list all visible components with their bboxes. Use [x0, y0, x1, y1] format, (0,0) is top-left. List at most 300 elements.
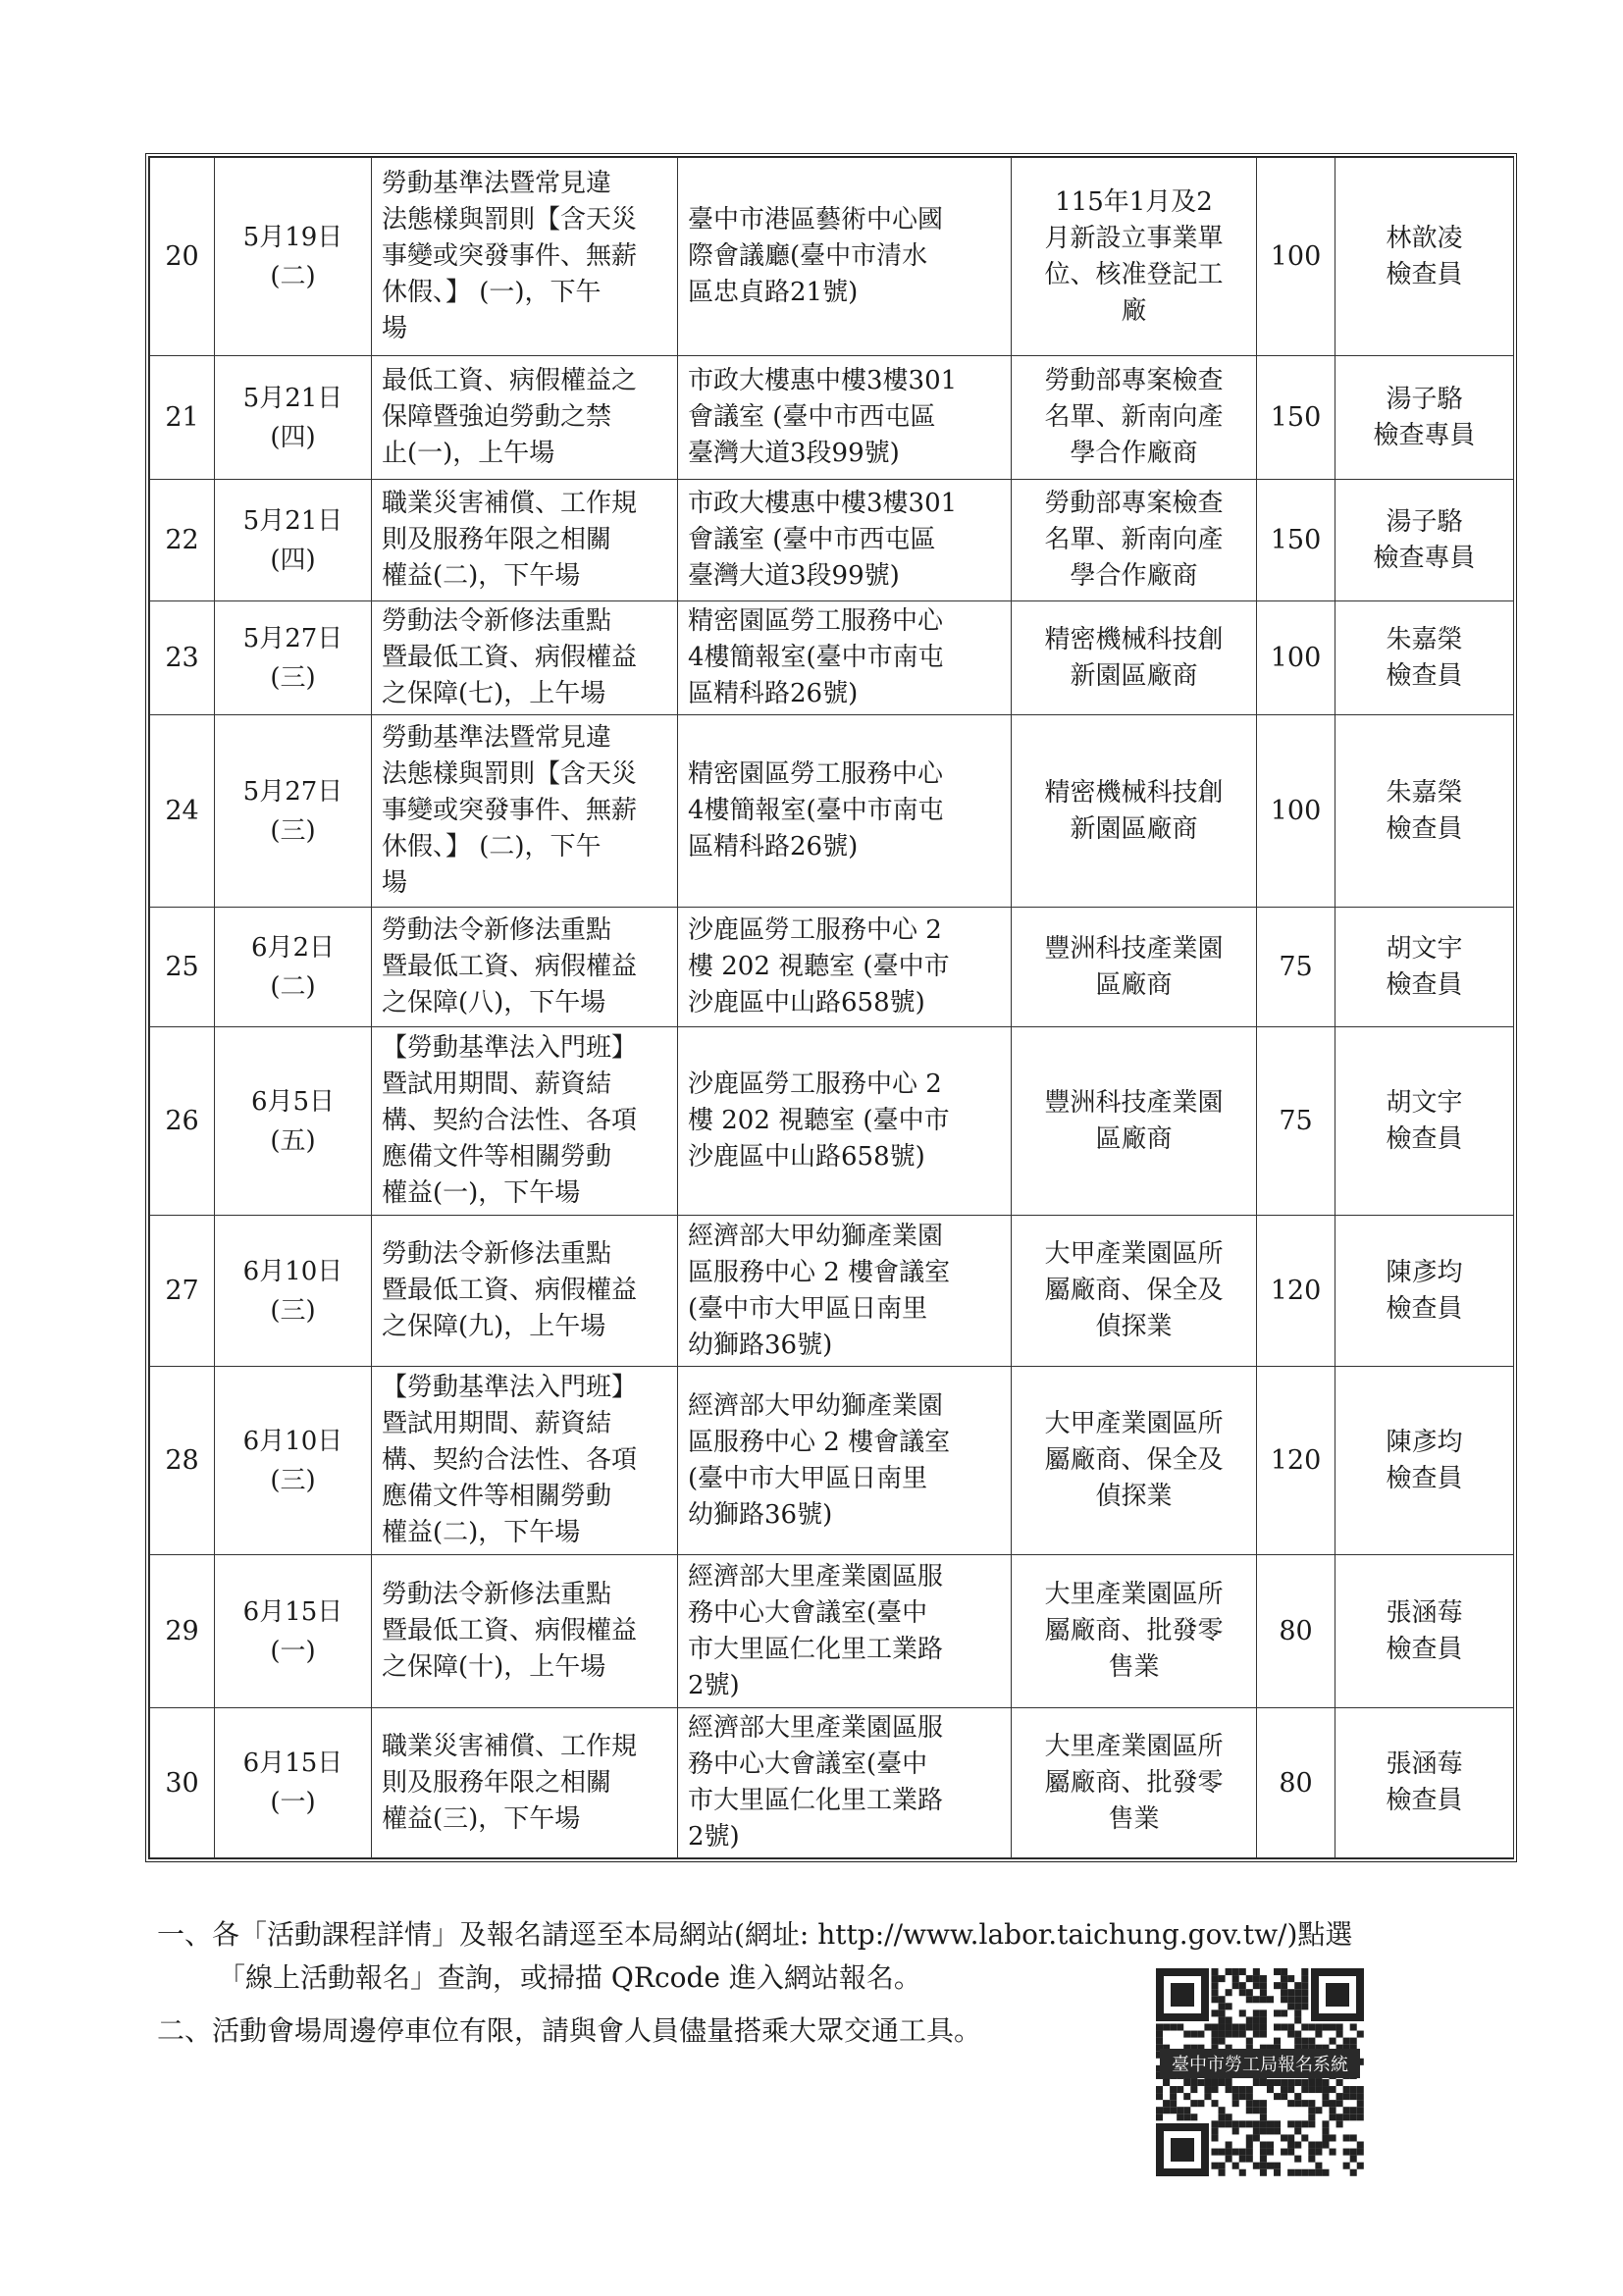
topic-line: 則及服務年限之相關 [382, 525, 612, 554]
row-number: 30 [150, 1708, 215, 1858]
qr-module [1246, 2023, 1253, 2030]
topic-line: 保障暨強迫勞動之禁 [382, 402, 612, 432]
qr-module [1226, 2079, 1232, 2086]
topic-line: 權益(二)，下午場 [382, 1518, 581, 1547]
lecturer-line: 湯子駱 [1386, 506, 1463, 537]
qr-module [1246, 2142, 1253, 2149]
qr-module [1163, 2023, 1170, 2030]
venue-line: 區精科路26號) [688, 832, 859, 861]
weekday: (一) [270, 1636, 316, 1666]
qr-module [1232, 1975, 1239, 1982]
date: 6月10日 [242, 1256, 343, 1286]
venue-line: 幼獅路36號) [688, 1330, 833, 1360]
qr-module [1260, 2100, 1267, 2107]
qr-module [1211, 2023, 1218, 2030]
lecturer-line: 張涵莓 [1386, 1749, 1463, 1779]
qr-module [1190, 2031, 1197, 2038]
qr-module [1219, 2009, 1226, 2016]
seats-cell: 100 [1257, 158, 1335, 356]
table-row [150, 480, 1514, 601]
qr-module [1350, 2113, 1357, 2120]
qr-module [1232, 2023, 1239, 2030]
qr-module [1343, 2093, 1350, 2100]
qr-module [1156, 2113, 1163, 2120]
qr-module [1301, 2003, 1308, 2009]
qr-module [1287, 2134, 1294, 2141]
qr-module [1246, 2107, 1253, 2113]
qr-module [1163, 2100, 1170, 2107]
target-cell [1012, 356, 1257, 480]
qr-module [1301, 1989, 1308, 1996]
qr-module [1281, 1968, 1287, 1975]
table-row [150, 1216, 1514, 1367]
qr-module [1287, 2003, 1294, 2009]
target-line: 精密機械科技創 [1044, 624, 1224, 654]
target-line: 月新設立事業單 [1044, 223, 1224, 253]
qr-module [1253, 2079, 1260, 2086]
lecturer-line: 檢查專員 [1373, 543, 1476, 573]
qr-module [1163, 2107, 1170, 2113]
topic-cell [372, 908, 678, 1027]
qr-module [1281, 2149, 1287, 2156]
qr-module [1177, 2113, 1183, 2120]
weekday: (五) [270, 1125, 316, 1156]
date: 5月21日 [242, 383, 343, 413]
qr-module [1211, 1982, 1218, 1989]
table-row [150, 158, 1514, 356]
qr-module [1190, 2113, 1197, 2120]
qr-module [1219, 2023, 1226, 2030]
target-line: 精密機械科技創 [1044, 777, 1224, 808]
seats-cell: 120 [1257, 1367, 1335, 1555]
weekday: (二) [270, 261, 316, 291]
qr-module [1232, 2120, 1239, 2127]
lecturer-line: 湯子駱 [1386, 384, 1463, 414]
qr-module [1211, 1975, 1218, 1982]
target-line: 豐洲科技產業園 [1044, 933, 1224, 964]
target-cell [1012, 601, 1257, 715]
qr-module [1343, 2038, 1350, 2045]
date: 6月15日 [242, 1596, 343, 1627]
qr-module [1260, 2113, 1267, 2120]
table-row [150, 1708, 1514, 1858]
topic-line: 暨試用期間、薪資結 [382, 1070, 612, 1099]
qr-module [1336, 2100, 1343, 2107]
topic-line: 應備文件等相關勞動 [382, 1142, 612, 1172]
qr-module [1267, 2149, 1274, 2156]
qr-module [1287, 2023, 1294, 2030]
qr-module [1315, 2031, 1322, 2038]
seats-cell: 100 [1257, 715, 1335, 908]
topic-line: 場 [382, 314, 408, 343]
qr-module [1246, 2100, 1253, 2107]
qr-module [1253, 2023, 1260, 2030]
target-line: 學合作廠商 [1070, 561, 1198, 591]
topic-line: 之保障(八)，下午場 [382, 988, 606, 1018]
date-cell [215, 1027, 372, 1216]
qr-module [1253, 2100, 1260, 2107]
qr-module [1308, 2079, 1315, 2086]
qr-module [1260, 2127, 1267, 2134]
qr-module [1350, 2107, 1357, 2113]
qr-module [1308, 2100, 1315, 2107]
qr-module [1350, 2134, 1357, 2141]
venue-line: 會議室 (臺中市西屯區 [688, 402, 936, 432]
target-line: 新園區廠商 [1070, 813, 1198, 844]
qr-module [1156, 2031, 1163, 2038]
qr-module [1287, 2031, 1294, 2038]
qr-module [1308, 2142, 1315, 2149]
qr-module [1308, 2107, 1315, 2113]
qr-module [1294, 2009, 1301, 2016]
venue-line: 務中心大會議室(臺中 [688, 1597, 928, 1628]
venue-cell [678, 158, 1012, 356]
lecturer-cell [1335, 1555, 1514, 1708]
topic-cell [372, 1367, 678, 1555]
qr-module [1219, 2079, 1226, 2086]
qr-module [1232, 1982, 1239, 1989]
topic-line: 休假、】 (一)，下午 [382, 278, 602, 307]
target-line: 勞動部專案檢查 [1044, 366, 1224, 395]
seats-cell: 150 [1257, 480, 1335, 601]
row-number: 25 [150, 908, 215, 1027]
topic-line: 休假、】 (二)，下午 [382, 832, 602, 861]
weekday: (三) [270, 1295, 316, 1326]
qr-module [1260, 2156, 1267, 2163]
qr-module [1156, 2107, 1163, 2113]
target-line: 大甲產業園區所 [1044, 1409, 1224, 1438]
qr-code[interactable] [1156, 1968, 1364, 2176]
qr-module [1357, 2100, 1364, 2107]
qr-module [1274, 2009, 1281, 2016]
qr-module [1246, 2086, 1253, 2093]
qr-module [1253, 1982, 1260, 1989]
table-row [150, 908, 1514, 1027]
qr-module [1226, 2142, 1232, 2149]
qr-module [1330, 2107, 1336, 2113]
qr-module [1287, 2086, 1294, 2093]
venue-line: 際會議廳(臺中市清水 [688, 241, 928, 271]
lecturer-line: 檢查員 [1386, 660, 1463, 691]
weekday: (四) [270, 545, 316, 575]
topic-line: 場 [382, 868, 408, 898]
qr-module [1330, 2100, 1336, 2107]
qr-module [1239, 1989, 1246, 1996]
venue-line: 沙鹿區中山路658號) [688, 1142, 925, 1172]
qr-module [1301, 1968, 1308, 1975]
seats-cell: 120 [1257, 1216, 1335, 1367]
qr-module [1219, 2031, 1226, 2038]
qr-module [1253, 2031, 1260, 2038]
topic-line: 最低工資、病假權益之 [382, 366, 638, 395]
qr-module [1322, 2086, 1329, 2093]
qr-module [1350, 2023, 1357, 2030]
qr-module [1357, 2093, 1364, 2100]
qr-module [1301, 1975, 1308, 1982]
target-line: 售業 [1108, 1652, 1160, 1682]
venue-line: 市政大樓惠中樓3樓301 [688, 366, 958, 395]
row-number: 27 [150, 1216, 215, 1367]
topic-line: 暨試用期間、薪資結 [382, 1409, 612, 1438]
target-cell [1012, 158, 1257, 356]
qr-module [1281, 1989, 1287, 1996]
qr-module [1197, 2100, 1204, 2107]
qr-module [1301, 2134, 1308, 2141]
date: 6月5日 [250, 1086, 336, 1117]
qr-module [1357, 2031, 1364, 2038]
topic-line: 之保障(十)，上午場 [382, 1652, 606, 1682]
qr-module [1308, 2113, 1315, 2120]
qr-module [1204, 2023, 1211, 2030]
topic-line: 法態樣與罰則【含天災 [382, 205, 638, 235]
qr-module [1343, 2113, 1350, 2120]
venue-cell [678, 601, 1012, 715]
qr-module [1232, 2100, 1239, 2107]
lecturer-cell [1335, 356, 1514, 480]
qr-module [1211, 2086, 1218, 2093]
qr-module [1281, 1996, 1287, 2003]
qr-module [1246, 2134, 1253, 2141]
target-line: 大里產業園區所 [1044, 1731, 1224, 1761]
qr-module [1246, 2149, 1253, 2156]
qr-module [1322, 2142, 1329, 2149]
qr-module [1287, 2120, 1294, 2127]
qr-module [1357, 2113, 1364, 2120]
topic-line: 勞動基準法暨常見違 [382, 169, 612, 198]
topic-line: 【勞動基準法入門班】 [382, 1373, 638, 1402]
target-cell [1012, 1555, 1257, 1708]
qr-module [1253, 2120, 1260, 2127]
lecturer-cell [1335, 1027, 1514, 1216]
qr-module [1287, 2079, 1294, 2086]
topic-line: 事變或突發事件、無薪 [382, 241, 638, 271]
qr-module [1260, 2079, 1267, 2086]
venue-line: 經濟部大里產業園區服 [688, 1713, 944, 1743]
weekday: (一) [270, 1788, 316, 1817]
qr-module [1336, 2079, 1343, 2086]
qr-module [1343, 2163, 1350, 2169]
qr-module [1274, 2163, 1281, 2169]
qr-module [1336, 2093, 1343, 2100]
qr-module [1330, 2086, 1336, 2093]
qr-module [1239, 2149, 1246, 2156]
qr-module [1281, 1982, 1287, 1989]
qr-module [1246, 2120, 1253, 2127]
target-line: 區廠商 [1095, 1123, 1173, 1154]
qr-module [1267, 2163, 1274, 2169]
venue-line: 區服務中心 2 樓會議室 [688, 1427, 951, 1457]
qr-module [1281, 2079, 1287, 2086]
qr-module [1226, 2003, 1232, 2009]
qr-module [1260, 2149, 1267, 2156]
row-number: 20 [150, 158, 215, 356]
target-line: 屬廠商、批發零 [1044, 1767, 1224, 1798]
qr-module [1177, 2023, 1183, 2030]
qr-module [1336, 2120, 1343, 2127]
qr-module [1211, 2009, 1218, 2016]
row-number: 21 [150, 356, 215, 480]
qr-module [1239, 2023, 1246, 2030]
date: 5月27日 [242, 776, 343, 807]
qr-module [1211, 1989, 1218, 1996]
qr-module [1246, 2156, 1253, 2163]
qr-module [1287, 2149, 1294, 2156]
qr-module [1294, 2079, 1301, 2086]
qr-module [1294, 2100, 1301, 2107]
qr-module [1232, 2163, 1239, 2169]
qr-module [1308, 2149, 1315, 2156]
row-number: 23 [150, 601, 215, 715]
weekday: (三) [270, 1465, 316, 1495]
qr-module [1253, 1975, 1260, 1982]
qr-module [1301, 2169, 1308, 2176]
qr-module [1294, 2031, 1301, 2038]
date: 6月10日 [242, 1426, 343, 1456]
qr-module [1350, 2093, 1357, 2100]
qr-module [1274, 2120, 1281, 2127]
venue-line: 幼獅路36號) [688, 1499, 833, 1530]
qr-module [1204, 2093, 1211, 2100]
qr-module [1294, 2093, 1301, 2100]
qr-module [1219, 2163, 1226, 2169]
qr-module [1226, 2016, 1232, 2023]
topic-line: 暨最低工資、病假權益 [382, 952, 638, 981]
qr-module [1274, 2023, 1281, 2030]
lecturer-line: 檢查員 [1386, 813, 1463, 844]
qr-module [1315, 2169, 1322, 2176]
qr-module [1260, 1996, 1267, 2003]
qr-module [1343, 2086, 1350, 2093]
qr-module [1260, 2016, 1267, 2023]
qr-module [1301, 2038, 1308, 2045]
qr-module [1239, 2031, 1246, 2038]
qr-module [1232, 2031, 1239, 2038]
qr-module [1281, 1975, 1287, 1982]
qr-module [1301, 2086, 1308, 2093]
lecturer-line: 檢查員 [1386, 1786, 1463, 1815]
qr-module [1267, 2127, 1274, 2134]
venue-cell [678, 1367, 1012, 1555]
topic-line: 職業災害補償、工作規 [382, 489, 638, 518]
venue-line: 會議室 (臺中市西屯區 [688, 525, 936, 554]
topic-cell [372, 356, 678, 480]
qr-module [1177, 2107, 1183, 2113]
venue-line: 樓 202 視聽室 (臺中市 [688, 1106, 950, 1135]
lecturer-cell [1335, 1216, 1514, 1367]
table-row [150, 1027, 1514, 1216]
weekday: (三) [270, 815, 316, 846]
qr-module [1281, 2134, 1287, 2141]
venue-line: 精密園區勞工服務中心 [688, 606, 944, 636]
qr-module [1287, 1989, 1294, 1996]
qr-module [1274, 2169, 1281, 2176]
topic-line: 之保障(七)，上午場 [382, 679, 606, 708]
target-cell [1012, 908, 1257, 1027]
target-line: 名單、新南向產 [1044, 525, 1224, 554]
venue-cell [678, 908, 1012, 1027]
qr-module [1183, 2113, 1190, 2120]
target-line: 區廠商 [1095, 969, 1173, 1000]
qr-module [1253, 2009, 1260, 2016]
qr-module [1260, 1975, 1267, 1982]
qr-module [1239, 2086, 1246, 2093]
qr-module [1315, 2149, 1322, 2156]
qr-module [1253, 2107, 1260, 2113]
qr-module [1343, 2107, 1350, 2113]
qr-module [1183, 2093, 1190, 2100]
qr-module [1226, 2031, 1232, 2038]
lecturer-line: 檢查員 [1386, 1634, 1463, 1664]
date-cell [215, 1216, 372, 1367]
qr-module [1267, 2142, 1274, 2149]
qr-module [1219, 2149, 1226, 2156]
qr-module [1156, 2038, 1163, 2045]
qr-module [1281, 2009, 1287, 2016]
qr-module [1239, 1982, 1246, 1989]
date-cell [215, 158, 372, 356]
lecturer-cell [1335, 601, 1514, 715]
qr-module [1226, 2113, 1232, 2120]
venue-cell [678, 1216, 1012, 1367]
venue-line: 市大里區仁化里工業路 [688, 1786, 944, 1815]
topic-line: 【勞動基準法入門班】 [382, 1033, 638, 1063]
weekday: (四) [270, 422, 316, 452]
topic-line: 勞動法令新修法重點 [382, 1580, 612, 1609]
qr-module [1211, 2038, 1218, 2045]
qr-module [1204, 2086, 1211, 2093]
topic-cell [372, 1216, 678, 1367]
seats-cell: 75 [1257, 1027, 1335, 1216]
qr-module [1301, 1996, 1308, 2003]
qr-module [1183, 2107, 1190, 2113]
table-row [150, 356, 1514, 480]
qr-module [1301, 1982, 1308, 1989]
venue-line: 區忠貞路21號) [688, 278, 859, 307]
venue-line: (臺中市大甲區日南里 [688, 1463, 928, 1493]
date-cell [215, 480, 372, 601]
qr-module [1170, 2093, 1177, 2100]
qr-module [1294, 2142, 1301, 2149]
table-row [150, 715, 1514, 908]
qr-module [1253, 2163, 1260, 2169]
venue-cell [678, 1027, 1012, 1216]
venue-line: 區精科路26號) [688, 679, 859, 708]
qr-module [1211, 2134, 1218, 2141]
venue-line: 4樓簡報室(臺中市南屯 [688, 643, 944, 672]
target-line: 名單、新南向產 [1044, 402, 1224, 432]
table-row [150, 1367, 1514, 1555]
schedule-table [149, 157, 1514, 1858]
qr-module [1239, 2009, 1246, 2016]
qr-module [1260, 2163, 1267, 2169]
qr-module [1260, 2031, 1267, 2038]
qr-module [1274, 2127, 1281, 2134]
topic-line: 構、契約合法性、各項 [382, 1106, 638, 1135]
qr-module [1204, 2079, 1211, 2086]
qr-module [1211, 2163, 1218, 2169]
lecturer-line: 朱嘉榮 [1386, 624, 1463, 654]
qr-module [1308, 2038, 1315, 2045]
qr-module [1281, 2093, 1287, 2100]
qr-module [1253, 2134, 1260, 2141]
qr-module [1322, 2100, 1329, 2107]
qr-module [1197, 2031, 1204, 2038]
topic-line: 則及服務年限之相關 [382, 1767, 612, 1798]
topic-line: 勞動法令新修法重點 [382, 606, 612, 636]
qr-module [1287, 2142, 1294, 2149]
target-cell [1012, 1708, 1257, 1858]
venue-line: 經濟部大里產業園區服 [688, 1561, 944, 1592]
